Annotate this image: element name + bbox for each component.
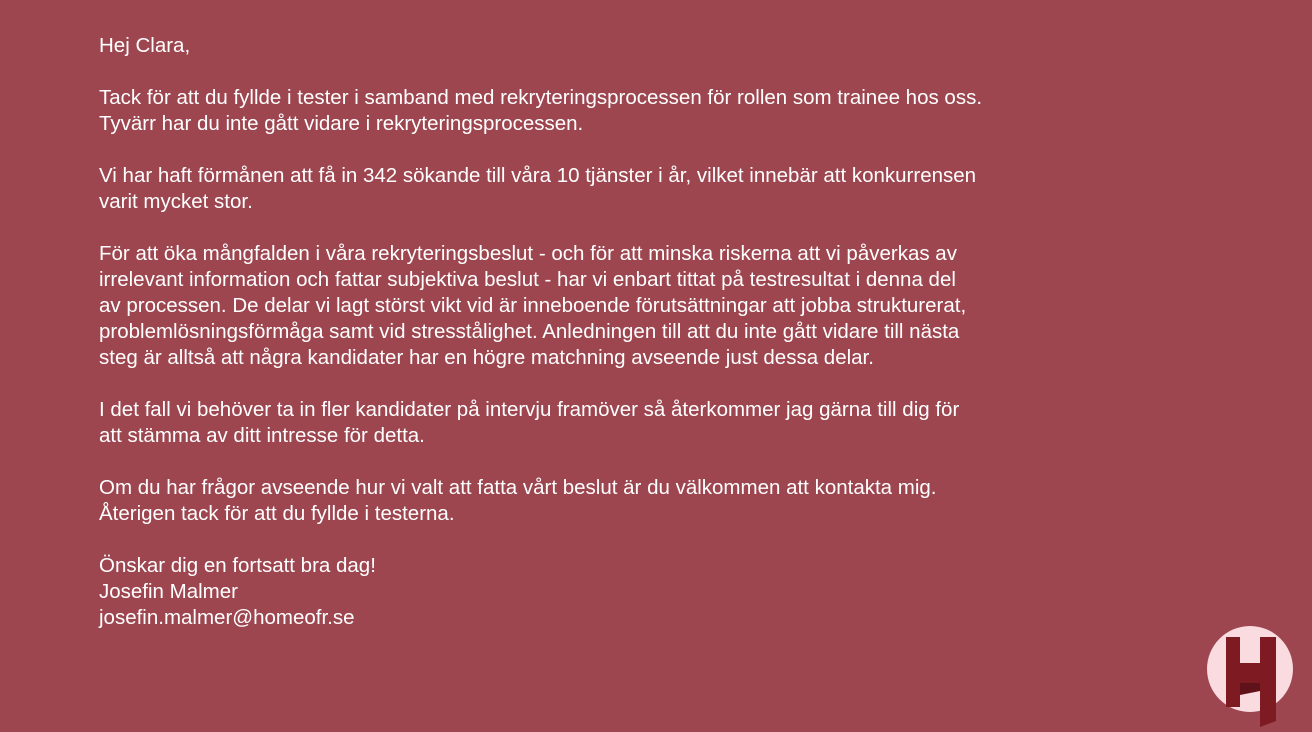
paragraph-gap xyxy=(99,215,1219,241)
paragraph-3-line-2: irrelevant information och fattar subjektiva beslut - har vi enbart tittat på testresultat i denna del xyxy=(99,268,956,291)
paragraph-gap xyxy=(99,371,1219,397)
paragraph-gap xyxy=(99,527,1219,553)
paragraph-3-line-3: av processen. De delar vi lagt störst vikt vid är inneboende förutsättningar att jobba strukturerat, xyxy=(99,294,967,317)
paragraph-1-line-1: Tack för att du fyllde i tester i samband med rekryteringsprocessen för rollen som trainee hos oss. xyxy=(99,86,983,109)
letter-body xyxy=(99,33,1219,631)
paragraph-2-line-2: varit mycket stor. xyxy=(99,190,253,213)
paragraph-4-line-1: I det fall vi behöver ta in fler kandidater på intervju framöver så återkommer jag gärna till dig för xyxy=(99,398,960,421)
paragraph-3-line-1: För att öka mångfalden i våra rekryteringsbeslut - och för att minska riskerna att vi påverkas av xyxy=(99,242,957,265)
paragraph-2-line-1: Vi har haft förmånen att få in 342 sökande till våra 10 tjänster i år, vilket innebär att konkurrensen xyxy=(99,164,977,187)
homeofr-logo-icon xyxy=(1206,623,1296,727)
signature-email: josefin.malmer@homeofr.se xyxy=(99,606,355,629)
paragraph-3-line-4: problemlösningsförmåga samt vid stresstålighet. Anledningen till att du inte gått vidare till nästa xyxy=(99,320,960,343)
greeting: Hej Clara, xyxy=(99,34,191,57)
paragraph-5-line-2: Återigen tack för att du fyllde i testerna. xyxy=(99,502,455,525)
paragraph-1-line-2: Tyvärr har du inte gått vidare i rekryteringsprocessen. xyxy=(99,112,584,135)
paragraph-gap xyxy=(99,137,1219,163)
paragraph-5-line-1: Om du har frågor avseende hur vi valt att fatta vårt beslut är du välkommen att kontakta mig. xyxy=(99,476,937,499)
paragraph-3-line-5: steg är alltså att några kandidater har en högre matchning avseende just dessa delar. xyxy=(99,346,874,369)
closing-line: Önskar dig en fortsatt bra dag! xyxy=(99,554,376,577)
paragraph-4-line-2: att stämma av ditt intresse för detta. xyxy=(99,424,425,447)
paragraph-gap xyxy=(99,449,1219,475)
signature-name: Josefin Malmer xyxy=(99,580,238,603)
paragraph-gap xyxy=(99,59,1219,85)
